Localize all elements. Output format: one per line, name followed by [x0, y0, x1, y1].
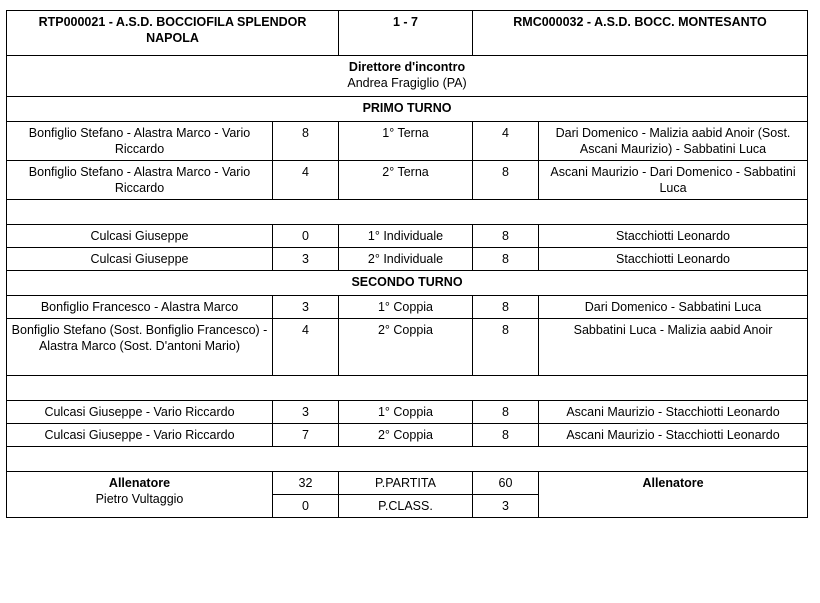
home-players: Culcasi Giuseppe — [7, 225, 273, 248]
away-score: 8 — [473, 424, 539, 447]
game-type: 1° Individuale — [339, 225, 473, 248]
spacer-row — [7, 200, 808, 225]
home-coach-cell — [7, 472, 273, 518]
match-report-table — [6, 10, 808, 518]
home-players: Bonfiglio Stefano - Alastra Marco - Vario Riccardo — [7, 122, 273, 161]
section-row-secondo — [7, 271, 808, 296]
director-label: Direttore d'incontro — [348, 60, 466, 74]
home-players: Culcasi Giuseppe — [7, 248, 273, 271]
spacer-cell — [7, 447, 808, 472]
game-row — [7, 296, 808, 319]
game-row — [7, 319, 808, 376]
home-coach-label: Allenatore — [108, 476, 171, 490]
away-score: 8 — [473, 401, 539, 424]
home-players: Culcasi Giuseppe - Vario Riccardo — [7, 424, 273, 447]
game-row — [7, 161, 808, 200]
spacer-row — [7, 376, 808, 401]
away-score: 8 — [473, 225, 539, 248]
director-row — [7, 56, 808, 97]
away-score: 4 — [473, 122, 539, 161]
home-score: 3 — [273, 296, 339, 319]
away-players: Ascani Maurizio - Stacchiotti Leonardo — [539, 401, 808, 424]
game-row — [7, 122, 808, 161]
game-row — [7, 401, 808, 424]
home-score: 4 — [273, 319, 339, 376]
spacer-cell — [7, 376, 808, 401]
game-row — [7, 248, 808, 271]
home-score: 8 — [273, 122, 339, 161]
game-type: 1° Coppia — [339, 296, 473, 319]
away-score: 8 — [473, 296, 539, 319]
game-type: 2° Coppia — [339, 319, 473, 376]
partita-label: P.PARTITA — [339, 472, 473, 495]
home-score: 7 — [273, 424, 339, 447]
home-score: 3 — [273, 401, 339, 424]
away-team-name: RMC000032 - A.S.D. BOCC. MONTESANTO — [473, 11, 808, 56]
class-label: P.CLASS. — [339, 495, 473, 518]
game-type: 2° Individuale — [339, 248, 473, 271]
away-score: 8 — [473, 248, 539, 271]
away-score: 8 — [473, 319, 539, 376]
game-row — [7, 225, 808, 248]
home-players: Bonfiglio Francesco - Alastra Marco — [7, 296, 273, 319]
home-players: Bonfiglio Stefano (Sost. Bonfiglio Francesco) - Alastra Marco (Sost. D'antoni Mario) — [7, 319, 273, 376]
home-score: 3 — [273, 248, 339, 271]
away-players: Dari Domenico - Malizia aabid Anoir (Sost. Ascani Maurizio) - Sabbatini Luca — [539, 122, 808, 161]
away-coach-label: Allenatore — [539, 472, 808, 518]
game-row — [7, 424, 808, 447]
class-away-points: 3 — [473, 495, 539, 518]
partita-row — [7, 472, 808, 495]
home-players: Culcasi Giuseppe - Vario Riccardo — [7, 401, 273, 424]
spacer-row — [7, 447, 808, 472]
home-score: 4 — [273, 161, 339, 200]
home-players: Bonfiglio Stefano - Alastra Marco - Vario Riccardo — [7, 161, 273, 200]
spacer-cell — [7, 200, 808, 225]
home-coach-name: Pietro Vultaggio — [95, 492, 184, 506]
away-players: Sabbatini Luca - Malizia aabid Anoir — [539, 319, 808, 376]
away-players: Dari Domenico - Sabbatini Luca — [539, 296, 808, 319]
partita-home-points: 32 — [273, 472, 339, 495]
home-team-name: RTP000021 - A.S.D. BOCCIOFILA SPLENDOR NAPOLA — [7, 11, 339, 56]
director-name: Andrea Fragiglio (PA) — [347, 76, 467, 90]
match-score: 1 - 7 — [339, 11, 473, 56]
away-players: Stacchiotti Leonardo — [539, 248, 808, 271]
away-score: 8 — [473, 161, 539, 200]
header-row — [7, 11, 808, 56]
away-players: Ascani Maurizio - Stacchiotti Leonardo — [539, 424, 808, 447]
game-type: 1° Terna — [339, 122, 473, 161]
game-type: 1° Coppia — [339, 401, 473, 424]
partita-away-points: 60 — [473, 472, 539, 495]
director-cell — [7, 56, 808, 97]
game-type: 2° Terna — [339, 161, 473, 200]
class-home-points: 0 — [273, 495, 339, 518]
section-title: SECONDO TURNO — [7, 271, 808, 296]
section-row-primo — [7, 97, 808, 122]
game-type: 2° Coppia — [339, 424, 473, 447]
section-title: PRIMO TURNO — [7, 97, 808, 122]
away-players: Stacchiotti Leonardo — [539, 225, 808, 248]
away-players: Ascani Maurizio - Dari Domenico - Sabbatini Luca — [539, 161, 808, 200]
home-score: 0 — [273, 225, 339, 248]
